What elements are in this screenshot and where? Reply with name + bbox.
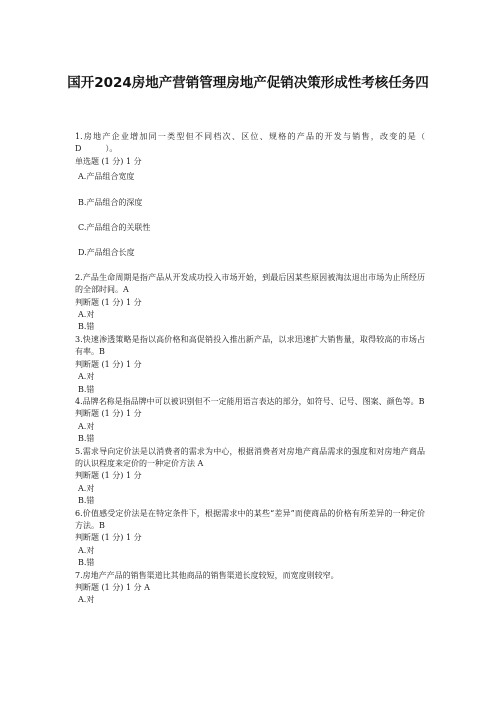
question-2 [75,272,425,334]
document-title: 国开2024房地产营销管理房地产促销决策形成性考核任务四 [67,75,429,91]
question-meta: 判断题 (1 分) 1 分 [75,533,142,543]
option-a: A.对 [78,310,95,320]
question-text: 2.产品生命周期是指产品从开发成功投入市场开始，到最后因某些原因被淘汰退出市场为止所经历的全部时间。A [75,272,425,295]
option-d: D.产品组合长度 [78,248,135,258]
question-3 [75,334,425,396]
question-text: 3.快速渗透策略是指以高价格和高促销投入推出新产品，以求迅速扩大销售量，取得较高的市场占有率。B [75,334,425,357]
question-meta: 判断题 (1 分) 1 分 [75,471,142,481]
question-1 [75,131,441,260]
option-a: A.对 [78,595,95,605]
question-meta: 单选题 (1 分) 1 分 [75,156,142,166]
question-meta: 判断题 (1 分) 1 分 [75,359,142,369]
question-meta: 判断题 (1 分) 1 分 [75,409,142,419]
question-7 [75,570,425,607]
question-list [75,131,441,607]
question-4 [75,396,425,446]
question-text: 6.价值感受定价法是在特定条件下，根据需求中的某些“差异”而使商品的价格有所差异的一种定价方法。B [75,508,425,530]
option-b: B.产品组合的深度 [78,197,143,207]
question-5 [75,446,425,508]
option-c: C.产品组合的关联性 [78,223,151,233]
option-b: B.错 [78,558,95,568]
option-a: A.对 [78,545,95,555]
option-a: A.产品组合宽度 [78,172,135,182]
question-meta: 判断题 (1 分) 1 分 [75,297,142,307]
question-text: 5.需求导向定价法是以消费者的需求为中心，根据消费者对房地产商品需求的强度和对房地产商品的认识程度来定价的一种定价方法 A [75,446,425,468]
question-meta: 判断题 (1 分) 1 分 A [75,583,150,592]
option-b: B.错 [78,384,95,394]
option-b: B.错 [78,434,95,444]
question-text: 1.房地产企业增加同一类型但不同档次、区位、规格的产品的开发与销售，改变的是（ D ）。 [75,132,441,154]
option-a: A.对 [78,483,95,493]
option-a: A.对 [78,421,95,431]
option-b: B.错 [78,496,95,506]
option-b: B.错 [78,322,95,332]
question-text: 7.房地产产品的销售渠道比其他商品的销售渠道长度较短，而宽度则较窄。 [75,570,339,580]
option-a: A.对 [78,372,95,382]
question-text: 4.品牌名称是指品牌中可以被识别但不一定能用语言表达的部分，如符号、记号、图案、颜色等。B [75,396,425,406]
question-6 [75,508,425,570]
